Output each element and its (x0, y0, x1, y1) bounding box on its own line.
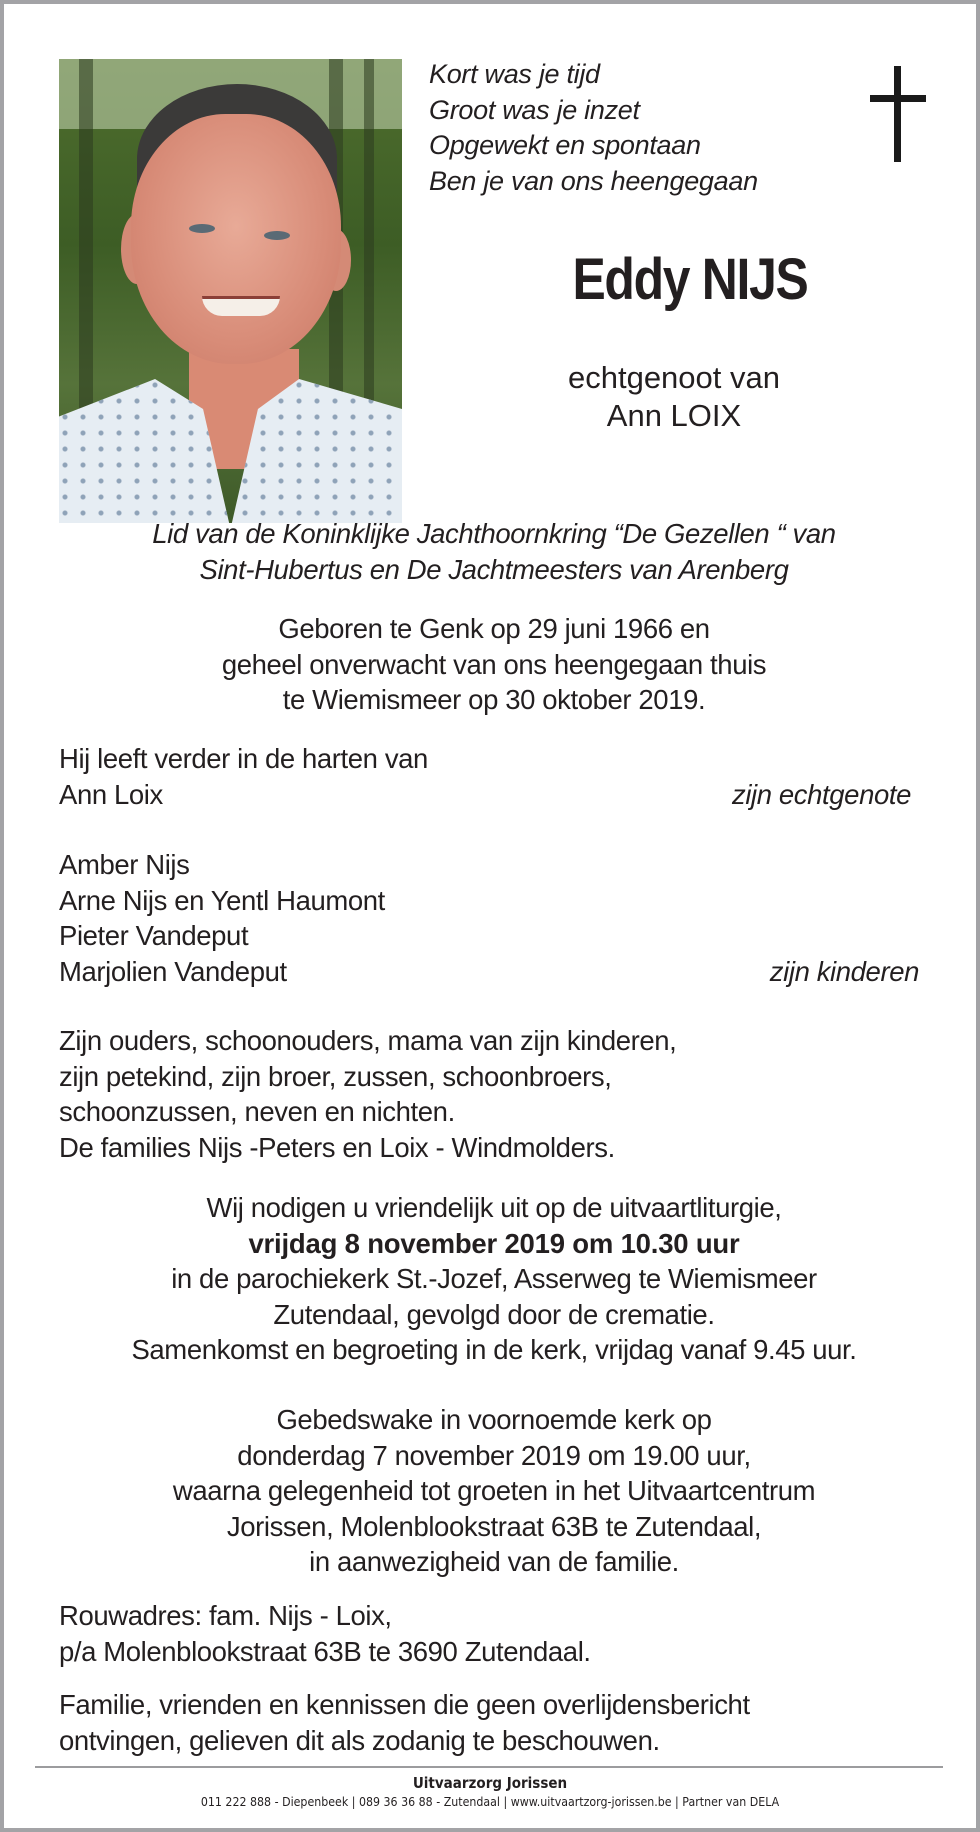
notice-block (59, 1687, 919, 1758)
birth-death-text (8, 611, 980, 718)
funeral-location-line: Zutendaal, gevolgd door de crematie. (273, 1298, 715, 1330)
vigil-line: donderdag 7 november 2019 om 19.00 uur, (237, 1439, 751, 1471)
address-line: Rouwadres: fam. Nijs - Loix, (59, 1600, 392, 1631)
children-block (59, 847, 919, 989)
child-row (59, 883, 919, 919)
funeral-company-name: Uitvaarzorg Jorissen (412, 1774, 568, 1792)
membership-text (8, 516, 980, 587)
address-line: p/a Molenblookstraat 63B te 3690 Zutendaal. (59, 1635, 591, 1667)
birth-death-line: Geboren te Genk op 29 juni 1966 en (278, 613, 710, 644)
spouse-name: Ann LOIX (606, 398, 742, 433)
survivors-intro-text: Hij leeft verder in de harten van (59, 743, 428, 774)
deceased-name: Eddy NIJS (572, 247, 808, 312)
spouse-row (59, 777, 919, 813)
child-row (59, 847, 919, 883)
funeral-datetime: vrijdag 8 november 2019 om 10.30 uur (248, 1227, 740, 1259)
relatives-line: De families Nijs -Peters en Loix - Windmolders. (59, 1131, 615, 1163)
child-row (59, 954, 919, 990)
relatives-line: zijn petekind, zijn broer, zussen, schoonbroers, (59, 1060, 612, 1092)
spouse-relation: zijn echtgenote (732, 778, 911, 810)
poem-line: Opgewekt en spontaan (429, 130, 701, 160)
funeral-location-line: Samenkomst en begroeting in de kerk, vrijdag vanaf 9.45 uur. (131, 1334, 857, 1365)
vigil-block (8, 1402, 980, 1580)
cross-horizontal-bar (870, 95, 926, 102)
child-name: Pieter Vandeput (59, 920, 249, 951)
mourning-address-block (59, 1598, 919, 1669)
membership-line: Lid van de Koninklijke Jachthoornkring “De Gezellen “ van (152, 518, 836, 549)
children-relation: zijn kinderen (769, 955, 919, 987)
child-name: Marjolien Vandeput (59, 955, 287, 987)
photo-eye (264, 231, 290, 240)
photo-face (131, 114, 341, 364)
other-relatives-block (59, 1023, 919, 1165)
footer-divider (35, 1766, 943, 1768)
photo-eye (189, 224, 215, 233)
poem-line: Kort was je tijd (429, 59, 600, 89)
spouse-relation (404, 359, 944, 435)
funeral-block (8, 1190, 980, 1368)
cross-vertical-bar (894, 66, 901, 162)
relation-label: echtgenoot van (567, 360, 780, 395)
survivors-intro (59, 741, 919, 777)
vigil-line: waarna gelegenheid tot groeten in het Uitvaartcentrum (172, 1475, 816, 1506)
relatives-line: Zijn ouders, schoonouders, mama van zijn kinderen, (59, 1025, 677, 1056)
relatives-line: schoonzussen, neven en nichten. (59, 1096, 455, 1127)
vigil-line: in aanwezigheid van de familie. (309, 1546, 679, 1577)
spouse-name: Ann Loix (59, 778, 163, 810)
poem-line: Groot was je inzet (429, 94, 640, 125)
membership-line: Sint-Hubertus en De Jachtmeesters van Arenberg (199, 553, 789, 585)
birth-death-line: geheel onverwacht van ons heengegaan thuis (221, 648, 767, 680)
portrait-photo (59, 59, 402, 523)
notice-line: ontvingen, gelieven dit als zodanig te beschouwen. (59, 1724, 660, 1756)
photo-smile (202, 296, 280, 316)
funeral-intro: Wij nodigen u vriendelijk uit op de uitvaartliturgie, (206, 1192, 782, 1223)
notice-line: Familie, vrienden en kennissen die geen overlijdensbericht (59, 1689, 750, 1720)
obituary-page (4, 4, 976, 1828)
poem-line: Ben je van ons heengegaan (429, 165, 758, 196)
vigil-line: Gebedswake in voornoemde kerk op (276, 1404, 712, 1435)
vigil-line: Jorissen, Molenblookstraat 63B te Zutendaal, (226, 1510, 762, 1542)
birth-death-line: te Wiemismeer op 30 oktober 2019. (282, 684, 706, 715)
survivors-spouse-block (59, 741, 919, 812)
child-row (59, 918, 919, 954)
funeral-location-line: in de parochiekerk St.-Jozef, Asserweg te Wiemismeer (171, 1263, 817, 1294)
poem (429, 57, 758, 199)
child-name: Arne Nijs en Yentl Haumont (59, 884, 385, 916)
funeral-company-contact: 011 222 888 - Diepenbeek | 089 36 36 88 - Zutendaal | www.uitvaartzorg-jorissen.be | Partner van DELA (200, 1795, 780, 1809)
cross-icon (870, 66, 926, 162)
child-name: Amber Nijs (59, 849, 190, 880)
